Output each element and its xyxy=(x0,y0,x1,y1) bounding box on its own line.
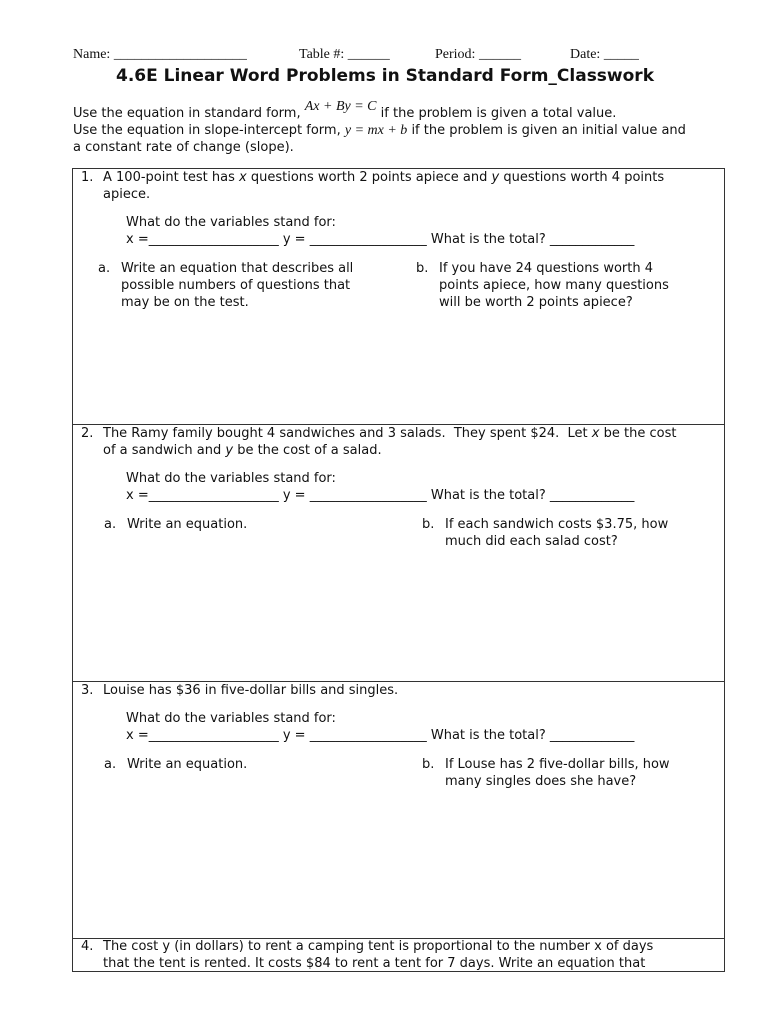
intro-line-2: Use the equation in slope-intercept form, y = mx + b if the problem is given an initial value and xyxy=(73,123,686,138)
problem-number: 1. xyxy=(81,170,94,185)
problem-2-box: 2. The Ramy family bought 4 sandwiches and 3 salads. They spent $24. Let x be the cost of a sandwich and y be the cost of a salad. What do the variables stand for: x =____________________ y = __________________ What is the total? _____________ a. Write an equation. b. If each sandwich costs $3.75, how much did each salad cost? xyxy=(72,424,725,682)
variables-prompt: What do the variables stand for: xyxy=(126,215,336,230)
period-field: Period: ______ xyxy=(435,47,521,62)
variables-prompt: What do the variables stand for: xyxy=(126,711,336,726)
standard-form-equation: Ax + By = C xyxy=(304,99,377,114)
problem-number: 3. xyxy=(81,683,94,698)
variables-blanks: x =____________________ y = __________________ What is the total? _____________ xyxy=(126,232,635,247)
student-info-header xyxy=(0,47,770,65)
slope-intercept-equation: y = mx + b xyxy=(344,123,408,138)
page-title: 4.6E Linear Word Problems in Standard Form_Classwork xyxy=(116,66,654,86)
variables-blanks: x =____________________ y = __________________ What is the total? _____________ xyxy=(126,728,635,743)
name-field: Name: ___________________ xyxy=(73,47,247,62)
variables-blanks: x =____________________ y = __________________ What is the total? _____________ xyxy=(126,488,635,503)
problem-number: 4. xyxy=(81,939,94,954)
problem-3-box: 3. Louise has $36 in five-dollar bills and singles. What do the variables stand for: x =____________________ y = __________________ What is the total? _____________ a. Write an equation. b. If Louse has 2 five-dollar bills, how many singles does she have? xyxy=(72,681,725,939)
problem-4-box: 4. The cost y (in dollars) to rent a camping tent is proportional to the number x of days that the tent is rented. It costs $84 to rent a tent for 7 days. Write an equation that xyxy=(72,938,725,972)
problem-number: 2. xyxy=(81,426,94,441)
intro-line-3: a constant rate of change (slope). xyxy=(73,140,294,155)
intro-line-1: Use the equation in standard form, Ax + By = C if the problem is given a total value. xyxy=(73,99,617,121)
variables-prompt: What do the variables stand for: xyxy=(126,471,336,486)
problem-1-box: 1. A 100-point test has x questions worth 2 points apiece and y questions worth 4 points apiece. What do the variables stand for: x =____________________ y = __________________ What is the total? _____________ a. Write an equation that describes all possible numbers of questions that may be on the test. b. If you have 24 questions worth 4 points apiece, how many questions will be worth 2 points apiece? xyxy=(72,168,725,425)
table-field: Table #: ______ xyxy=(299,47,390,62)
date-field: Date: _____ xyxy=(570,47,639,62)
